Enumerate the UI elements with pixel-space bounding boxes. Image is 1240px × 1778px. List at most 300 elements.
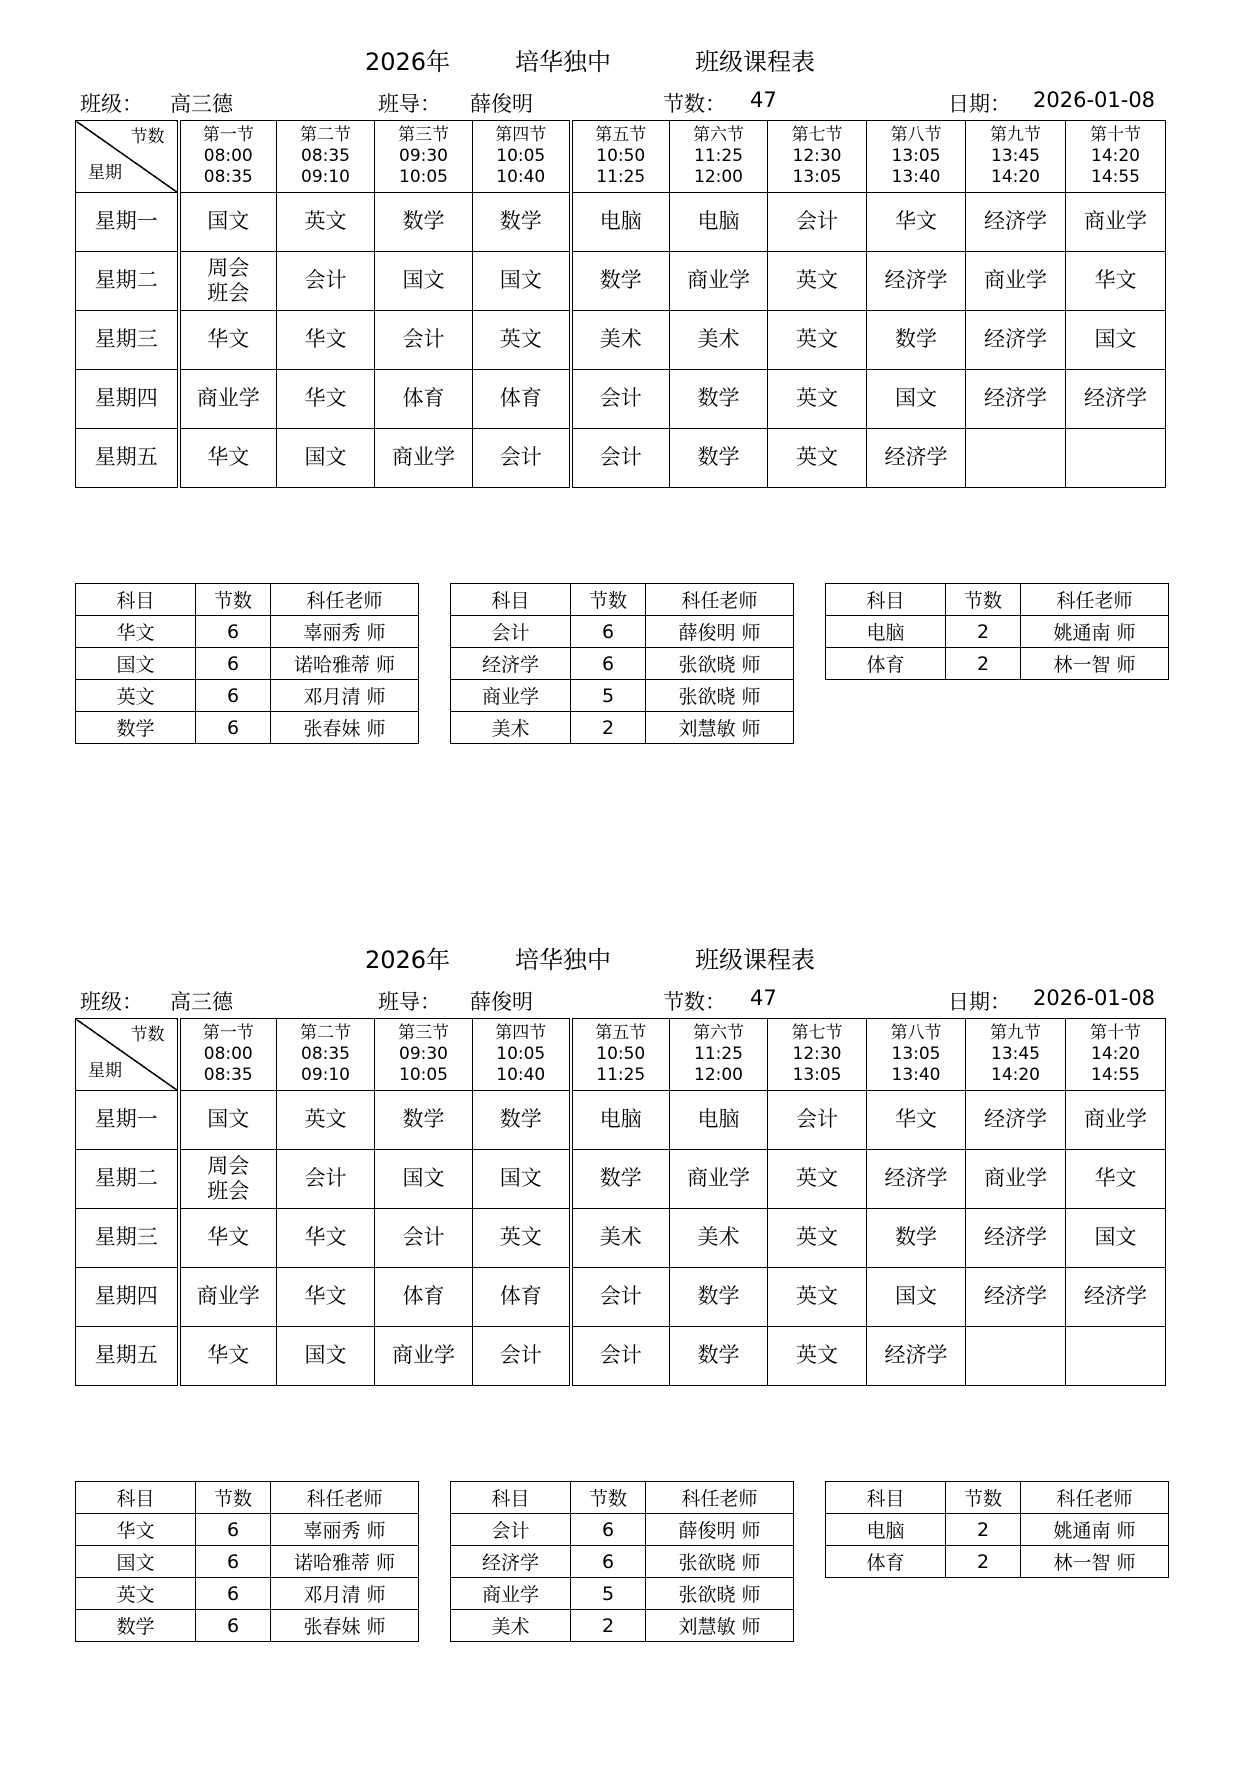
timetable-sheet-2 <box>0 898 1240 1778</box>
day-row <box>76 429 1166 488</box>
period-header <box>1066 121 1166 193</box>
lesson-cell: 会计 <box>768 193 867 252</box>
lesson-cell: 华文 <box>1066 252 1166 311</box>
title-doc: 班级课程表 <box>695 946 815 974</box>
period-end: 09:10 <box>301 167 350 188</box>
day-name: 星期三 <box>76 311 179 370</box>
teacher-row <box>76 1514 419 1546</box>
lesson-cell <box>966 429 1066 488</box>
day-name: 星期五 <box>76 1327 179 1386</box>
periods-value: 47 <box>750 986 777 1010</box>
lesson-cell: 经济学 <box>867 252 966 311</box>
day-name: 星期四 <box>76 1268 179 1327</box>
lesson-cell: 国文 <box>867 1268 966 1327</box>
lesson-cell: 经济学 <box>867 1327 966 1386</box>
lesson-cell: 体育 <box>375 1268 473 1327</box>
lesson-cell: 英文 <box>277 193 375 252</box>
count-cell: 6 <box>571 1546 646 1578</box>
period-header <box>179 1019 277 1091</box>
period-header-row <box>76 121 1166 193</box>
timetable-sheet-1 <box>0 0 1240 880</box>
teacher-header-row <box>76 1482 419 1514</box>
lesson-cell: 体育 <box>375 370 473 429</box>
period-header <box>375 1019 473 1091</box>
teacher-cell: 张欲晓 师 <box>646 1578 794 1610</box>
subject-cell: 体育 <box>826 1546 946 1578</box>
lesson-cell: 英文 <box>473 1209 571 1268</box>
lesson-cell <box>1066 1327 1166 1386</box>
count-cell: 6 <box>571 1514 646 1546</box>
lesson-cell <box>966 1327 1066 1386</box>
teacher-cell: 张春妹 师 <box>271 712 419 744</box>
lesson-cell: 美术 <box>670 1209 768 1268</box>
lesson-line: 周会 <box>207 255 250 280</box>
teacher-row <box>451 1514 794 1546</box>
lesson-cell <box>179 252 277 311</box>
count-cell: 6 <box>196 648 271 680</box>
subject-cell: 数学 <box>76 1610 196 1642</box>
lesson-cell: 会计 <box>571 1268 670 1327</box>
lesson-cell: 华文 <box>179 311 277 370</box>
lesson-cell: 华文 <box>277 1209 375 1268</box>
period-name: 第九节 <box>990 1022 1041 1043</box>
corner-cell <box>76 1019 179 1091</box>
teacher-header-cell: 科目 <box>76 1482 196 1514</box>
period-header-row <box>76 1019 1166 1091</box>
period-start: 09:30 <box>399 145 448 166</box>
subject-cell: 经济学 <box>451 648 571 680</box>
lesson-cell: 华文 <box>179 1209 277 1268</box>
lesson-cell: 经济学 <box>966 1268 1066 1327</box>
lesson-cell: 英文 <box>768 1268 867 1327</box>
subject-cell: 美术 <box>451 712 571 744</box>
period-end: 14:55 <box>1091 167 1140 188</box>
teacher-header-row <box>451 584 794 616</box>
lesson-cell: 商业学 <box>179 1268 277 1327</box>
lesson-cell: 经济学 <box>966 1091 1066 1150</box>
teacher-row <box>76 680 419 712</box>
lesson-cell: 会计 <box>473 1327 571 1386</box>
homeroom-value: 薛俊明 <box>470 92 533 116</box>
timetable <box>75 1018 1166 1386</box>
teacher-header-cell: 科目 <box>76 584 196 616</box>
period-start: 08:00 <box>203 1043 253 1064</box>
period-header <box>179 121 277 193</box>
period-header <box>670 1019 768 1091</box>
lesson-cell: 国文 <box>375 252 473 311</box>
period-start: 10:50 <box>596 145 646 166</box>
period-name: 第八节 <box>890 1022 942 1043</box>
count-cell: 6 <box>196 1546 271 1578</box>
lesson-cell: 经济学 <box>1066 1268 1166 1327</box>
title-year: 2026年 <box>365 48 451 76</box>
teacher-header-cell: 节数 <box>946 1482 1021 1514</box>
lesson-cell: 经济学 <box>1066 370 1166 429</box>
subject-cell: 国文 <box>76 648 196 680</box>
lesson-cell: 国文 <box>867 370 966 429</box>
lesson-cell: 英文 <box>768 1209 867 1268</box>
date-label: 日期： <box>948 990 1011 1014</box>
lesson-cell: 华文 <box>867 1091 966 1150</box>
lesson-cell: 经济学 <box>966 1209 1066 1268</box>
period-header <box>966 1019 1066 1091</box>
period-end: 08:35 <box>203 167 253 188</box>
teacher-header-row <box>826 584 1169 616</box>
timetable <box>75 120 1166 488</box>
lesson-cell: 体育 <box>473 370 571 429</box>
lesson-cell <box>179 1150 277 1209</box>
period-end: 11:25 <box>596 167 646 188</box>
lesson-cell: 会计 <box>277 252 375 311</box>
subject-cell: 体育 <box>826 648 946 680</box>
lesson-cell: 经济学 <box>966 311 1066 370</box>
lesson-cell: 商业学 <box>1066 193 1166 252</box>
lesson-cell: 会计 <box>473 429 571 488</box>
lesson-cell: 华文 <box>867 193 966 252</box>
teacher-row <box>76 1578 419 1610</box>
lesson-cell: 华文 <box>277 1268 375 1327</box>
teacher-header-cell: 节数 <box>196 584 271 616</box>
period-start: 08:00 <box>203 145 253 166</box>
lesson-cell: 数学 <box>375 193 473 252</box>
teacher-row <box>76 616 419 648</box>
period-name: 第六节 <box>693 1022 744 1043</box>
teacher-cell: 林一智 师 <box>1021 648 1169 680</box>
period-header <box>571 1019 670 1091</box>
teacher-cell: 薛俊明 师 <box>646 1514 794 1546</box>
period-start: 12:30 <box>792 145 842 166</box>
period-header <box>571 121 670 193</box>
lesson-cell: 美术 <box>571 311 670 370</box>
class-label: 班级： <box>80 990 143 1014</box>
teacher-header-cell: 节数 <box>196 1482 271 1514</box>
lesson-cell: 美术 <box>571 1209 670 1268</box>
period-name: 第四节 <box>495 1022 547 1043</box>
day-name: 星期二 <box>76 1150 179 1209</box>
subject-cell: 华文 <box>76 616 196 648</box>
lesson-cell: 华文 <box>179 429 277 488</box>
lesson-cell: 国文 <box>375 1150 473 1209</box>
lesson-cell: 电脑 <box>571 193 670 252</box>
period-end: 10:05 <box>399 167 448 188</box>
teacher-cell: 邓月清 师 <box>271 1578 419 1610</box>
count-cell: 6 <box>196 680 271 712</box>
period-start: 11:25 <box>694 145 743 166</box>
teacher-table-1 <box>75 1481 419 1642</box>
lesson-cell: 经济学 <box>966 193 1066 252</box>
teacher-row <box>76 1610 419 1642</box>
subject-cell: 数学 <box>76 712 196 744</box>
subject-cell: 经济学 <box>451 1546 571 1578</box>
lesson-cell: 英文 <box>768 311 867 370</box>
period-header <box>867 121 966 193</box>
teacher-header-cell: 节数 <box>946 584 1021 616</box>
day-row <box>76 252 1166 311</box>
lesson-cell: 国文 <box>473 252 571 311</box>
period-end: 14:55 <box>1091 1065 1140 1086</box>
lesson-cell: 数学 <box>867 1209 966 1268</box>
lesson-cell: 英文 <box>768 429 867 488</box>
count-cell: 2 <box>571 1610 646 1642</box>
period-header <box>375 121 473 193</box>
count-cell: 2 <box>946 1546 1021 1578</box>
teacher-header-cell: 科任老师 <box>1021 1482 1169 1514</box>
period-header <box>277 121 375 193</box>
period-header <box>1066 1019 1166 1091</box>
period-end: 13:05 <box>792 167 842 188</box>
count-cell: 6 <box>571 616 646 648</box>
count-cell: 6 <box>196 1610 271 1642</box>
corner-cell <box>76 121 179 193</box>
period-start: 10:05 <box>496 145 546 166</box>
subject-cell: 华文 <box>76 1514 196 1546</box>
teacher-header-row <box>826 1482 1169 1514</box>
teacher-table-3 <box>825 1481 1169 1578</box>
teacher-row <box>451 1578 794 1610</box>
lesson-cell: 数学 <box>473 1091 571 1150</box>
subject-cell: 会计 <box>451 1514 571 1546</box>
day-name: 星期二 <box>76 252 179 311</box>
subject-cell: 英文 <box>76 680 196 712</box>
period-end: 10:40 <box>496 1065 546 1086</box>
period-end: 12:00 <box>694 167 743 188</box>
subject-cell: 电脑 <box>826 1514 946 1546</box>
period-name: 第八节 <box>890 124 942 145</box>
count-cell: 5 <box>571 680 646 712</box>
teacher-row <box>76 1546 419 1578</box>
count-cell: 6 <box>571 648 646 680</box>
count-cell: 2 <box>571 712 646 744</box>
period-start: 13:45 <box>991 1043 1040 1064</box>
period-name: 第七节 <box>791 124 843 145</box>
lesson-cell: 电脑 <box>670 1091 768 1150</box>
homeroom-label: 班导： <box>378 990 441 1014</box>
lesson-cell: 会计 <box>375 1209 473 1268</box>
homeroom-label: 班导： <box>378 92 441 116</box>
teacher-header-cell: 科任老师 <box>1021 584 1169 616</box>
teacher-cell: 诺哈雅蒂 师 <box>271 1546 419 1578</box>
lesson-cell: 会计 <box>277 1150 375 1209</box>
subject-cell: 国文 <box>76 1546 196 1578</box>
lesson-cell: 数学 <box>670 1268 768 1327</box>
lesson-cell: 会计 <box>768 1091 867 1150</box>
teacher-header-row <box>451 1482 794 1514</box>
date-value: 2026-01-08 <box>1033 986 1156 1010</box>
teacher-cell: 张欲晓 师 <box>646 1546 794 1578</box>
lesson-cell: 英文 <box>277 1091 375 1150</box>
period-name: 第三节 <box>398 1022 449 1043</box>
teacher-row <box>451 712 794 744</box>
period-end: 10:05 <box>399 1065 448 1086</box>
lesson-cell: 数学 <box>867 311 966 370</box>
lesson-cell: 会计 <box>571 1327 670 1386</box>
corner-weekday-label: 星期 <box>88 1060 122 1081</box>
period-start: 08:35 <box>301 145 350 166</box>
period-start: 13:45 <box>991 145 1040 166</box>
lesson-cell: 电脑 <box>571 1091 670 1150</box>
period-end: 13:05 <box>792 1065 842 1086</box>
teacher-table-2 <box>450 583 794 744</box>
lesson-cell: 会计 <box>375 311 473 370</box>
day-name: 星期四 <box>76 370 179 429</box>
period-start: 13:05 <box>891 145 941 166</box>
period-name: 第一节 <box>202 1022 254 1043</box>
lesson-cell: 数学 <box>571 1150 670 1209</box>
lesson-cell: 经济学 <box>867 429 966 488</box>
teacher-cell: 林一智 师 <box>1021 1546 1169 1578</box>
teacher-cell: 辜丽秀 师 <box>271 1514 419 1546</box>
lesson-cell: 国文 <box>1066 1209 1166 1268</box>
teacher-header-row <box>76 584 419 616</box>
period-name: 第二节 <box>300 1022 351 1043</box>
period-start: 10:05 <box>496 1043 546 1064</box>
day-name: 星期三 <box>76 1209 179 1268</box>
period-name: 第七节 <box>791 1022 843 1043</box>
lesson-cell: 国文 <box>277 429 375 488</box>
subject-cell: 会计 <box>451 616 571 648</box>
lesson-cell: 会计 <box>571 370 670 429</box>
period-name: 第十节 <box>1090 124 1141 145</box>
lesson-cell: 数学 <box>375 1091 473 1150</box>
periods-value: 47 <box>750 88 777 112</box>
lesson-cell: 英文 <box>473 311 571 370</box>
period-end: 13:40 <box>891 167 941 188</box>
period-end: 14:20 <box>991 1065 1040 1086</box>
teacher-row <box>451 680 794 712</box>
teacher-row <box>451 616 794 648</box>
teacher-row <box>76 648 419 680</box>
teacher-cell: 姚通南 师 <box>1021 1514 1169 1546</box>
period-start: 14:20 <box>1091 1043 1140 1064</box>
lesson-cell: 经济学 <box>966 370 1066 429</box>
period-header <box>473 1019 571 1091</box>
teacher-header-cell: 科目 <box>826 1482 946 1514</box>
subject-cell: 美术 <box>451 1610 571 1642</box>
period-name: 第三节 <box>398 124 449 145</box>
period-name: 第六节 <box>693 124 744 145</box>
lesson-cell: 国文 <box>277 1327 375 1386</box>
day-name: 星期一 <box>76 193 179 252</box>
day-row <box>76 311 1166 370</box>
period-name: 第二节 <box>300 124 351 145</box>
period-name: 第一节 <box>202 124 254 145</box>
periods-label: 节数： <box>663 990 726 1014</box>
teacher-cell: 张欲晓 师 <box>646 648 794 680</box>
day-name: 星期五 <box>76 429 179 488</box>
period-start: 11:25 <box>694 1043 743 1064</box>
teacher-cell: 辜丽秀 师 <box>271 616 419 648</box>
period-end: 09:10 <box>301 1065 350 1086</box>
lesson-cell: 商业学 <box>670 1150 768 1209</box>
period-header <box>867 1019 966 1091</box>
teacher-row <box>826 648 1169 680</box>
teacher-row <box>76 712 419 744</box>
count-cell: 6 <box>196 712 271 744</box>
lesson-cell: 商业学 <box>375 1327 473 1386</box>
period-end: 14:20 <box>991 167 1040 188</box>
lesson-cell: 商业学 <box>966 252 1066 311</box>
day-row <box>76 1327 1166 1386</box>
lesson-cell: 经济学 <box>867 1150 966 1209</box>
corner-periods-label: 节数 <box>130 1025 165 1045</box>
subject-cell: 商业学 <box>451 1578 571 1610</box>
corner-periods-label: 节数 <box>130 127 165 147</box>
day-row <box>76 193 1166 252</box>
count-cell: 2 <box>946 1514 1021 1546</box>
lesson-cell: 华文 <box>1066 1150 1166 1209</box>
date-label: 日期： <box>948 92 1011 116</box>
day-row <box>76 1091 1166 1150</box>
teacher-header-cell: 节数 <box>571 1482 646 1514</box>
lesson-line: 班会 <box>207 281 250 305</box>
class-label: 班级： <box>80 92 143 116</box>
day-row <box>76 1268 1166 1327</box>
period-end: 13:40 <box>891 1065 941 1086</box>
period-end: 12:00 <box>694 1065 743 1086</box>
day-row <box>76 1150 1166 1209</box>
class-value: 高三德 <box>170 990 233 1014</box>
period-name: 第四节 <box>495 124 547 145</box>
lesson-cell: 英文 <box>768 1150 867 1209</box>
period-header <box>473 121 571 193</box>
period-header <box>277 1019 375 1091</box>
period-name: 第九节 <box>990 124 1041 145</box>
lesson-cell <box>1066 429 1166 488</box>
lesson-cell: 国文 <box>1066 311 1166 370</box>
teacher-row <box>451 1610 794 1642</box>
title-school: 培华独中 <box>515 48 611 76</box>
teacher-table-2 <box>450 1481 794 1642</box>
date-value: 2026-01-08 <box>1033 88 1156 112</box>
title-school: 培华独中 <box>515 946 611 974</box>
lesson-cell: 商业学 <box>1066 1091 1166 1150</box>
period-end: 10:40 <box>496 167 546 188</box>
homeroom-value: 薛俊明 <box>470 990 533 1014</box>
lesson-cell: 数学 <box>670 370 768 429</box>
lesson-cell: 国文 <box>179 193 277 252</box>
lesson-cell: 数学 <box>473 193 571 252</box>
subject-cell: 电脑 <box>826 616 946 648</box>
lesson-cell: 美术 <box>670 311 768 370</box>
subject-cell: 英文 <box>76 1578 196 1610</box>
teacher-row <box>826 1546 1169 1578</box>
period-name: 第五节 <box>595 1022 647 1043</box>
count-cell: 2 <box>946 616 1021 648</box>
periods-label: 节数： <box>663 92 726 116</box>
lesson-cell: 英文 <box>768 1327 867 1386</box>
teacher-cell: 邓月清 师 <box>271 680 419 712</box>
teacher-header-cell: 科任老师 <box>271 584 419 616</box>
teacher-row <box>451 1546 794 1578</box>
lesson-line: 班会 <box>207 1179 250 1203</box>
teacher-cell: 张欲晓 师 <box>646 680 794 712</box>
count-cell: 2 <box>946 648 1021 680</box>
count-cell: 6 <box>196 616 271 648</box>
count-cell: 6 <box>196 1578 271 1610</box>
period-name: 第五节 <box>595 124 647 145</box>
lesson-cell: 华文 <box>277 311 375 370</box>
lesson-cell: 体育 <box>473 1268 571 1327</box>
teacher-row <box>451 648 794 680</box>
lesson-cell: 会计 <box>571 429 670 488</box>
period-start: 12:30 <box>792 1043 842 1064</box>
day-row <box>76 1209 1166 1268</box>
period-start: 08:35 <box>301 1043 350 1064</box>
period-start: 09:30 <box>399 1043 448 1064</box>
teacher-cell: 薛俊明 师 <box>646 616 794 648</box>
teacher-cell: 刘慧敏 师 <box>646 712 794 744</box>
lesson-cell: 商业学 <box>179 370 277 429</box>
